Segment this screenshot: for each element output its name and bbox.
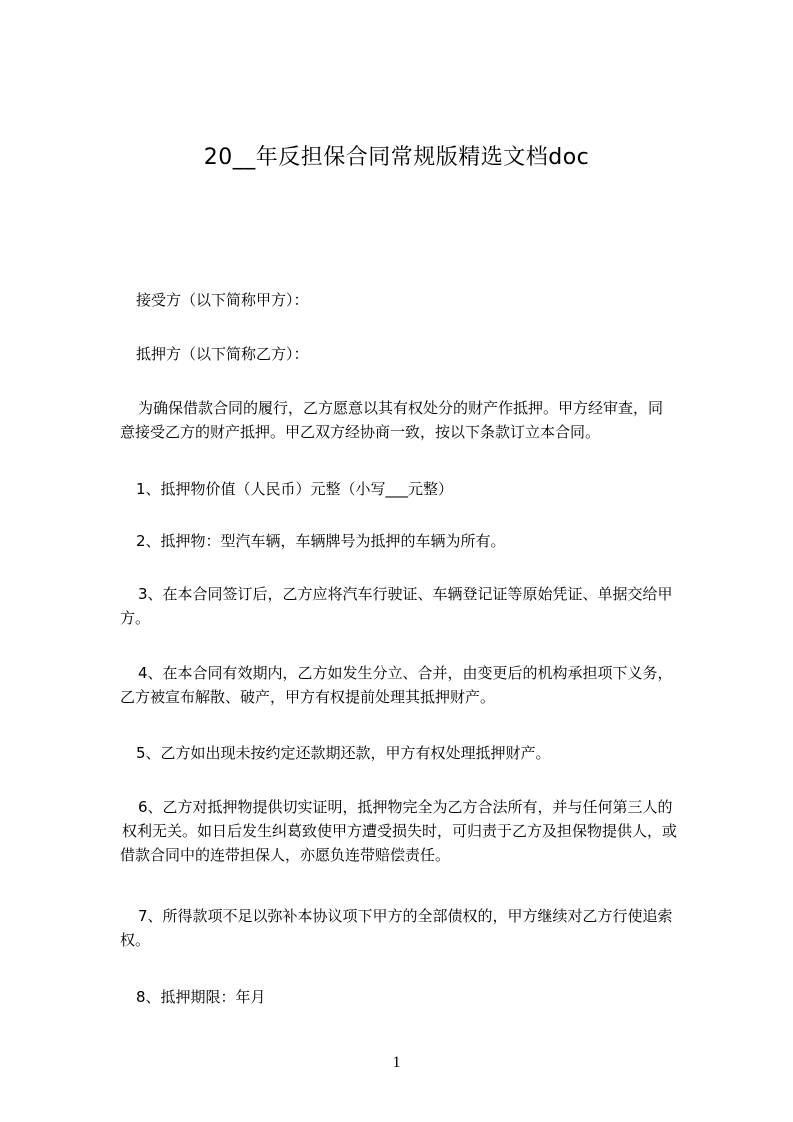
- paragraph-2: [120, 342, 715, 366]
- paragraph-6: [120, 582, 715, 630]
- paragraph-line: 3、在本合同签订后，乙方应将汽车行驶证、车辆登记证等原始凭证、单据交给甲: [138, 585, 673, 603]
- paragraph-line: 借款合同中的连带担保人，亦愿负连带赔偿责任。: [120, 846, 451, 864]
- paragraph-line: 意接受乙方的财产抵押。甲乙双方经协商一致，按以下条款订立本合同。: [120, 423, 601, 441]
- paragraph-line: 权。: [120, 931, 151, 949]
- paragraph-10: [120, 904, 715, 952]
- paragraph-line: 4、在本合同有效期内，乙方如发生分立、合并，由变更后的机构承担项下义务，: [138, 664, 673, 682]
- paragraph-line: 8、抵押期限：年月: [136, 988, 266, 1006]
- document-title: 20__年反担保合同常规版精选文档doc: [203, 145, 590, 170]
- paragraph-11: [120, 985, 715, 1009]
- paragraph-9: [120, 795, 715, 867]
- paragraph-line: 6、乙方对抵押物提供切实证明，抵押物完全为乙方合法所有，并与任何第三人的: [138, 798, 673, 816]
- paragraph-line: 2、抵押物：型汽车辆，车辆牌号为抵押的车辆为所有。: [136, 532, 506, 550]
- paragraph-line: 方。: [120, 609, 151, 627]
- page-number: 1: [392, 1054, 401, 1071]
- paragraph-line: 为确保借款合同的履行，乙方愿意以其有权处分的财产作抵押。甲方经审查，同: [138, 399, 664, 417]
- paragraph-5: [120, 529, 715, 553]
- paragraph-line: 7、所得款项不足以弥补本协议项下甲方的全部债权的，甲方继续对乙方行使追索: [138, 907, 673, 925]
- paragraph-line: 抵押方（以下简称乙方）：: [136, 345, 309, 363]
- paragraph-4: [120, 477, 715, 501]
- paragraph-line: 1、抵押物价值（人民币）元整（小写___元整）: [136, 480, 454, 498]
- paragraph-line: 乙方被宣布解散、破产，甲方有权提前处理其抵押财产。: [120, 688, 496, 706]
- paragraph-line: 接受方（以下简称甲方）：: [136, 291, 309, 309]
- paragraph-line: 5、乙方如出现未按约定还款期还款，甲方有权处理抵押财产。: [136, 744, 551, 762]
- paragraph-1: [120, 288, 715, 312]
- paragraph-line: 权利无关。如日后发生纠葛致使甲方遭受损失时，可归责于乙方及担保物提供人，或: [122, 822, 678, 840]
- paragraph-8: [120, 741, 715, 765]
- paragraph-7: [120, 661, 715, 709]
- paragraph-3: [120, 396, 715, 444]
